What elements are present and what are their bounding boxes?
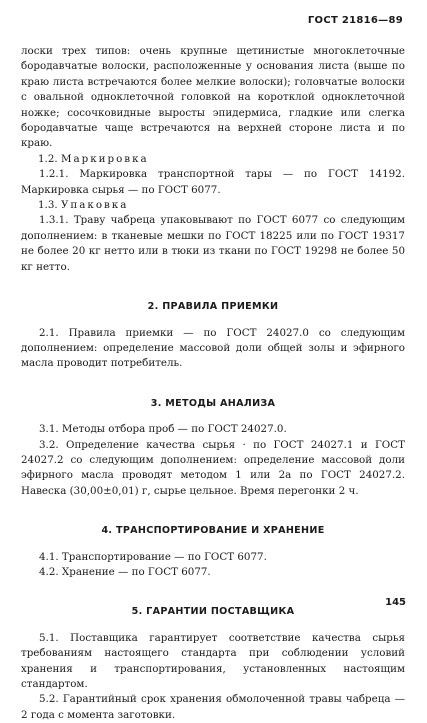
page-number: 145 — [385, 597, 406, 608]
section-5-heading: 5. ГАРАНТИИ ПОСТАВЩИКА — [131, 606, 295, 618]
paragraph-1-3-1: 1.3.1. Траву чабреца упаковывают по ГОСТ 6077 со следующим дополнением: в тканевые мешки по ГОСТ 18225 или по ГОСТ 19317 не более 20 кг нетто или в тюки из ткани по ГОСТ 19298 не более 50 кг нетто. — [21, 214, 405, 273]
paragraph-1-2-1: 1.2.1. Маркировка транспортной тары — по ГОСТ 14192. Маркировка сырья — по ГОСТ 6077. — [21, 168, 405, 196]
paragraph-4-2: 4.2. Хранение — по ГОСТ 6077. — [39, 565, 211, 578]
document-code-header: ГОСТ 21816—89 — [307, 15, 403, 26]
paragraph-4-1: 4.1. Транспортирование — по ГОСТ 6077. — [39, 550, 267, 563]
paragraph-3-1: 3.1. Методы отбора проб — по ГОСТ 24027.0. — [39, 423, 287, 436]
paragraph-3-2: 3.2. Определение качества сырья · по ГОСТ 24027.1 и ГОСТ 24027.2 со следующим дополнением: определение массовой доли эфирного масла проводят методом 1 или 2а по ГОСТ 24027.2. Навеска (30,00±0,01) г, сырье цельное. Время перегонки 2 ч. — [21, 438, 405, 497]
intro-paragraph: лоски трех типов: очень крупные щетинистые многоклеточные бородавчатые волоски, расположенные у основания листа (выше по краю листа встречаются более мелкие волоски); головчатые волоски с овальной одноклеточной головкой на коротклой одноклеточной ножке; сосочковидные выросты эпидермиса, гладкие или слегка бородавчатые чаще встречаются на верхней стороне листа и по краю. — [21, 45, 405, 150]
subsection-1-2-heading — [21, 152, 405, 167]
paragraph-5-2: 5.2. Гарантийный срок хранения обмолоченной травы чабреца — 2 года с момента заготовки. — [21, 693, 405, 721]
subsection-1-3-heading — [21, 198, 405, 213]
subsection-number: 1.2. — [38, 152, 58, 165]
subsection-number: 1.3. — [38, 199, 58, 212]
subsection-title: Маркировка — [60, 152, 149, 165]
section-3-heading: 3. МЕТОДЫ АНАЛИЗА — [150, 397, 276, 409]
paragraph-5-1: 5.1. Поставщика гарантирует соответствие качества сырья требованиям настоящего стандарта при соблюдении условий хранения и транспортирования, установленных настоящим стандартом. — [21, 631, 405, 690]
section-2-heading: 2. ПРАВИЛА ПРИЕМКИ — [147, 301, 279, 313]
section-4-heading: 4. ТРАНСПОРТИРОВАНИЕ И ХРАНЕНИЕ — [101, 525, 325, 537]
paragraph-2-1: 2.1. Правила приемки — по ГОСТ 24027.0 со следующим дополнением: определение массовой доли общей золы и эфирного масла проводит потребитель. — [21, 326, 405, 370]
subsection-title: Упаковка — [60, 199, 129, 212]
document-body — [21, 44, 405, 723]
